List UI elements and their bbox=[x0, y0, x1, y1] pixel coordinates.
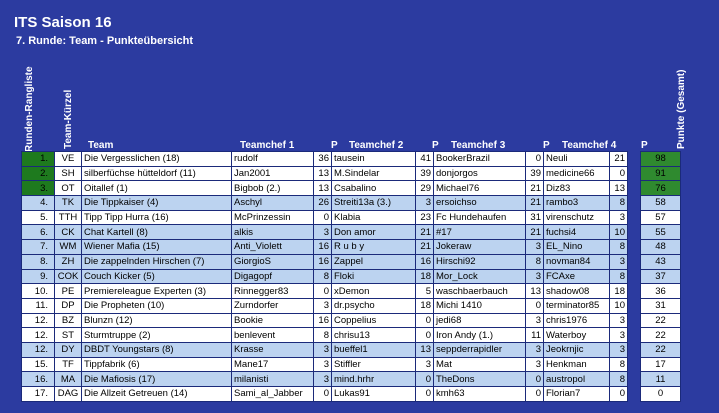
chef2-cell: M.Sindelar bbox=[332, 166, 416, 181]
chef3-cell: seppderrapidler bbox=[434, 342, 526, 357]
p4-cell: 3 bbox=[610, 342, 628, 357]
chef3-cell: Jokeraw bbox=[434, 240, 526, 255]
chef4-cell: Waterboy bbox=[544, 328, 610, 343]
chef3-cell: waschbaerbauch bbox=[434, 284, 526, 299]
chef2-cell: Klabia bbox=[332, 210, 416, 225]
chef4-cell: austropol bbox=[544, 372, 610, 387]
team-cell: Tippfabrik (6) bbox=[82, 357, 232, 372]
chef1-cell: Rinnegger83 bbox=[232, 284, 314, 299]
column-gap bbox=[628, 357, 641, 372]
p3-cell: 0 bbox=[526, 152, 544, 167]
p1-cell: 16 bbox=[314, 313, 332, 328]
p1-cell: 3 bbox=[314, 342, 332, 357]
total-points-cell: 76 bbox=[641, 181, 681, 196]
chef4-cell: rambo3 bbox=[544, 196, 610, 211]
total-points-cell: 22 bbox=[641, 342, 681, 357]
p1-cell: 0 bbox=[314, 284, 332, 299]
p1-cell: 3 bbox=[314, 225, 332, 240]
p4-cell: 8 bbox=[610, 357, 628, 372]
chef3-cell: Mor_Lock bbox=[434, 269, 526, 284]
chef4-cell: Henkman bbox=[544, 357, 610, 372]
header-p1: P bbox=[331, 140, 338, 151]
header-rank: Runden-Rangliste bbox=[24, 66, 35, 152]
chef2-cell: chrisu13 bbox=[332, 328, 416, 343]
p2-cell: 16 bbox=[416, 254, 434, 269]
header-p4: P bbox=[641, 140, 648, 151]
chef1-cell: milanisti bbox=[232, 372, 314, 387]
p2-cell: 13 bbox=[416, 342, 434, 357]
p2-cell: 39 bbox=[416, 166, 434, 181]
abbr-cell: BZ bbox=[55, 313, 82, 328]
column-gap bbox=[628, 342, 641, 357]
p3-cell: 11 bbox=[526, 328, 544, 343]
abbr-cell: PE bbox=[55, 284, 82, 299]
rank-cell: 12. bbox=[22, 328, 55, 343]
p2-cell: 0 bbox=[416, 372, 434, 387]
p2-cell: 3 bbox=[416, 357, 434, 372]
table-row bbox=[22, 269, 681, 284]
rank-cell: 12. bbox=[22, 342, 55, 357]
p2-cell: 18 bbox=[416, 298, 434, 313]
rank-cell: 5. bbox=[22, 210, 55, 225]
p1-cell: 0 bbox=[314, 387, 332, 402]
chef1-cell: Zurndorfer bbox=[232, 298, 314, 313]
chef2-cell: Stiffler bbox=[332, 357, 416, 372]
p3-cell: 13 bbox=[526, 284, 544, 299]
table-row bbox=[22, 181, 681, 196]
header-team: Team bbox=[88, 140, 114, 151]
team-cell: Blunzn (12) bbox=[82, 313, 232, 328]
p4-cell: 8 bbox=[610, 372, 628, 387]
p2-cell: 0 bbox=[416, 328, 434, 343]
chef1-cell: Bigbob (2.) bbox=[232, 181, 314, 196]
team-cell: Die Mafiosis (17) bbox=[82, 372, 232, 387]
rank-cell: 11. bbox=[22, 298, 55, 313]
column-gap bbox=[628, 196, 641, 211]
p3-cell: 21 bbox=[526, 225, 544, 240]
p3-cell: 0 bbox=[526, 387, 544, 402]
team-cell: Oitallef (1) bbox=[82, 181, 232, 196]
chef3-cell: Fc Hundehaufen bbox=[434, 210, 526, 225]
chef1-cell: Krasse bbox=[232, 342, 314, 357]
p1-cell: 8 bbox=[314, 328, 332, 343]
total-points-cell: 36 bbox=[641, 284, 681, 299]
rank-cell: 1. bbox=[22, 152, 55, 167]
chef3-cell: ersoichso bbox=[434, 196, 526, 211]
chef1-cell: Mane17 bbox=[232, 357, 314, 372]
total-points-cell: 22 bbox=[641, 313, 681, 328]
chef3-cell: kmh63 bbox=[434, 387, 526, 402]
chef4-cell: Diz83 bbox=[544, 181, 610, 196]
p4-cell: 10 bbox=[610, 298, 628, 313]
rank-cell: 9. bbox=[22, 269, 55, 284]
rank-cell: 7. bbox=[22, 240, 55, 255]
abbr-cell: WM bbox=[55, 240, 82, 255]
chef3-cell: Iron Andy (1.) bbox=[434, 328, 526, 343]
chef2-cell: R u b y bbox=[332, 240, 416, 255]
table-row bbox=[22, 313, 681, 328]
total-points-cell: 31 bbox=[641, 298, 681, 313]
header-chef3: Teamchef 3 bbox=[451, 140, 506, 151]
team-cell: Die zappelnden Hirschen (7) bbox=[82, 254, 232, 269]
total-points-cell: 0 bbox=[641, 387, 681, 402]
p2-cell: 3 bbox=[416, 196, 434, 211]
p4-cell: 13 bbox=[610, 181, 628, 196]
p4-cell: 3 bbox=[610, 254, 628, 269]
table-row bbox=[22, 372, 681, 387]
column-gap bbox=[628, 254, 641, 269]
chef3-cell: donjorgos bbox=[434, 166, 526, 181]
column-gap bbox=[628, 181, 641, 196]
chef1-cell: McPrinzessin bbox=[232, 210, 314, 225]
chef2-cell: Don amor bbox=[332, 225, 416, 240]
p2-cell: 21 bbox=[416, 240, 434, 255]
chef4-cell: EL_Nino bbox=[544, 240, 610, 255]
column-gap bbox=[628, 210, 641, 225]
p1-cell: 16 bbox=[314, 254, 332, 269]
chef1-cell: Sami_al_Jabber bbox=[232, 387, 314, 402]
table-row bbox=[22, 225, 681, 240]
p3-cell: 8 bbox=[526, 254, 544, 269]
column-gap bbox=[628, 284, 641, 299]
chef3-cell: Mat bbox=[434, 357, 526, 372]
p3-cell: 21 bbox=[526, 181, 544, 196]
abbr-cell: SH bbox=[55, 166, 82, 181]
header-p2: P bbox=[432, 140, 439, 151]
total-points-cell: 55 bbox=[641, 225, 681, 240]
p4-cell: 18 bbox=[610, 284, 628, 299]
chef1-cell: benlevent bbox=[232, 328, 314, 343]
table-row bbox=[22, 342, 681, 357]
rank-cell: 16. bbox=[22, 372, 55, 387]
rank-cell: 10. bbox=[22, 284, 55, 299]
team-cell: DBDT Youngstars (8) bbox=[82, 342, 232, 357]
chef3-cell: Michi 1410 bbox=[434, 298, 526, 313]
p1-cell: 16 bbox=[314, 240, 332, 255]
chef2-cell: Coppelius bbox=[332, 313, 416, 328]
table-row bbox=[22, 240, 681, 255]
p4-cell: 3 bbox=[610, 328, 628, 343]
p2-cell: 23 bbox=[416, 210, 434, 225]
table-row bbox=[22, 254, 681, 269]
chef2-cell: Csabalino bbox=[332, 181, 416, 196]
chef3-cell: TheDons bbox=[434, 372, 526, 387]
team-cell: Wiener Mafia (15) bbox=[82, 240, 232, 255]
p1-cell: 3 bbox=[314, 357, 332, 372]
p2-cell: 21 bbox=[416, 225, 434, 240]
total-points-cell: 98 bbox=[641, 152, 681, 167]
abbr-cell: TK bbox=[55, 196, 82, 211]
chef2-cell: Streiti13a (3.) bbox=[332, 196, 416, 211]
chef1-cell: Anti_Violett bbox=[232, 240, 314, 255]
chef3-cell: BookerBrazil bbox=[434, 152, 526, 167]
p3-cell: 0 bbox=[526, 298, 544, 313]
p3-cell: 39 bbox=[526, 166, 544, 181]
chef3-cell: #17 bbox=[434, 225, 526, 240]
header-chef4: Teamchef 4 bbox=[562, 140, 617, 151]
team-cell: Die Tippkaiser (4) bbox=[82, 196, 232, 211]
column-gap bbox=[628, 166, 641, 181]
chef4-cell: Jeokrnjic bbox=[544, 342, 610, 357]
chef2-cell: Floki bbox=[332, 269, 416, 284]
chef1-cell: alkis bbox=[232, 225, 314, 240]
total-points-cell: 48 bbox=[641, 240, 681, 255]
column-gap bbox=[628, 240, 641, 255]
p1-cell: 36 bbox=[314, 152, 332, 167]
p4-cell: 3 bbox=[610, 313, 628, 328]
column-gap bbox=[628, 387, 641, 402]
column-gap bbox=[628, 313, 641, 328]
header-total: Punkte (Gesamt) bbox=[676, 69, 687, 149]
total-points-cell: 58 bbox=[641, 196, 681, 211]
chef1-cell: Aschyl bbox=[232, 196, 314, 211]
team-cell: Die Propheten (10) bbox=[82, 298, 232, 313]
table-row bbox=[22, 328, 681, 343]
chef1-cell: GiorgioS bbox=[232, 254, 314, 269]
p2-cell: 41 bbox=[416, 152, 434, 167]
table-row bbox=[22, 166, 681, 181]
rank-cell: 12. bbox=[22, 313, 55, 328]
chef2-cell: dr.psycho bbox=[332, 298, 416, 313]
column-gap bbox=[628, 298, 641, 313]
table-row bbox=[22, 357, 681, 372]
column-gap bbox=[628, 269, 641, 284]
total-points-cell: 22 bbox=[641, 328, 681, 343]
chef1-cell: Digagopf bbox=[232, 269, 314, 284]
p1-cell: 8 bbox=[314, 269, 332, 284]
header-abbr: Team-Kürzel bbox=[63, 89, 74, 149]
chef4-cell: novman84 bbox=[544, 254, 610, 269]
p4-cell: 3 bbox=[610, 210, 628, 225]
p2-cell: 18 bbox=[416, 269, 434, 284]
p3-cell: 3 bbox=[526, 342, 544, 357]
p4-cell: 8 bbox=[610, 269, 628, 284]
rank-cell: 17. bbox=[22, 387, 55, 402]
chef2-cell: mind.hrhr bbox=[332, 372, 416, 387]
chef4-cell: terminator85 bbox=[544, 298, 610, 313]
header-p3: P bbox=[543, 140, 550, 151]
abbr-cell: DY bbox=[55, 342, 82, 357]
p1-cell: 13 bbox=[314, 181, 332, 196]
p2-cell: 29 bbox=[416, 181, 434, 196]
header-chef2: Teamchef 2 bbox=[349, 140, 404, 151]
abbr-cell: OT bbox=[55, 181, 82, 196]
table-row bbox=[22, 152, 681, 167]
column-gap bbox=[628, 225, 641, 240]
table-row bbox=[22, 196, 681, 211]
chef2-cell: tausein bbox=[332, 152, 416, 167]
p4-cell: 10 bbox=[610, 225, 628, 240]
team-cell: Sturmtruppe (2) bbox=[82, 328, 232, 343]
team-cell: Die Vergesslichen (18) bbox=[82, 152, 232, 167]
p1-cell: 3 bbox=[314, 372, 332, 387]
chef4-cell: Florian7 bbox=[544, 387, 610, 402]
p4-cell: 8 bbox=[610, 196, 628, 211]
column-gap bbox=[628, 328, 641, 343]
rank-cell: 2. bbox=[22, 166, 55, 181]
p3-cell: 0 bbox=[526, 372, 544, 387]
p1-cell: 13 bbox=[314, 166, 332, 181]
total-points-cell: 91 bbox=[641, 166, 681, 181]
abbr-cell: COK bbox=[55, 269, 82, 284]
p1-cell: 3 bbox=[314, 298, 332, 313]
chef4-cell: Neuli bbox=[544, 152, 610, 167]
p2-cell: 5 bbox=[416, 284, 434, 299]
rank-cell: 4. bbox=[22, 196, 55, 211]
chef4-cell: virenschutz bbox=[544, 210, 610, 225]
chef1-cell: rudolf bbox=[232, 152, 314, 167]
team-cell: Premiereleague Experten (3) bbox=[82, 284, 232, 299]
p3-cell: 3 bbox=[526, 357, 544, 372]
table-row bbox=[22, 284, 681, 299]
total-points-cell: 11 bbox=[641, 372, 681, 387]
rank-cell: 15. bbox=[22, 357, 55, 372]
p4-cell: 21 bbox=[610, 152, 628, 167]
chef1-cell: Jan2001 bbox=[232, 166, 314, 181]
rank-cell: 8. bbox=[22, 254, 55, 269]
chef3-cell: Michael76 bbox=[434, 181, 526, 196]
chef4-cell: medicine66 bbox=[544, 166, 610, 181]
abbr-cell: TF bbox=[55, 357, 82, 372]
p3-cell: 3 bbox=[526, 269, 544, 284]
chef1-cell: Bookie bbox=[232, 313, 314, 328]
p4-cell: 8 bbox=[610, 240, 628, 255]
p2-cell: 0 bbox=[416, 313, 434, 328]
chef3-cell: Hirschi92 bbox=[434, 254, 526, 269]
chef2-cell: bueffel1 bbox=[332, 342, 416, 357]
chef4-cell: chris1976 bbox=[544, 313, 610, 328]
team-cell: Die Allzeit Getreuen (14) bbox=[82, 387, 232, 402]
p3-cell: 21 bbox=[526, 196, 544, 211]
p3-cell: 3 bbox=[526, 240, 544, 255]
chef4-cell: shadow08 bbox=[544, 284, 610, 299]
page-subtitle: 7. Runde: Team - Punkteübersicht bbox=[16, 35, 194, 47]
team-cell: Chat Kartell (8) bbox=[82, 225, 232, 240]
abbr-cell: CK bbox=[55, 225, 82, 240]
total-points-cell: 37 bbox=[641, 269, 681, 284]
chef2-cell: xDemon bbox=[332, 284, 416, 299]
team-cell: silberfüchse hütteldorf (11) bbox=[82, 166, 232, 181]
header-chef1: Teamchef 1 bbox=[240, 140, 295, 151]
abbr-cell: DAG bbox=[55, 387, 82, 402]
abbr-cell: ST bbox=[55, 328, 82, 343]
abbr-cell: ZH bbox=[55, 254, 82, 269]
column-gap bbox=[628, 152, 641, 167]
team-cell: Couch Kicker (5) bbox=[82, 269, 232, 284]
p1-cell: 0 bbox=[314, 210, 332, 225]
abbr-cell: MA bbox=[55, 372, 82, 387]
chef4-cell: fuchsi4 bbox=[544, 225, 610, 240]
p3-cell: 31 bbox=[526, 210, 544, 225]
rank-cell: 6. bbox=[22, 225, 55, 240]
column-gap bbox=[628, 372, 641, 387]
chef2-cell: Zappel bbox=[332, 254, 416, 269]
rank-cell: 3. bbox=[22, 181, 55, 196]
total-points-cell: 57 bbox=[641, 210, 681, 225]
table-row bbox=[22, 387, 681, 402]
team-cell: Tipp Tipp Hurra (16) bbox=[82, 210, 232, 225]
chef2-cell: Lukas91 bbox=[332, 387, 416, 402]
p3-cell: 3 bbox=[526, 313, 544, 328]
p4-cell: 0 bbox=[610, 387, 628, 402]
p4-cell: 0 bbox=[610, 166, 628, 181]
chef3-cell: jedi68 bbox=[434, 313, 526, 328]
chef4-cell: FCAxe bbox=[544, 269, 610, 284]
abbr-cell: VE bbox=[55, 152, 82, 167]
p1-cell: 26 bbox=[314, 196, 332, 211]
total-points-cell: 43 bbox=[641, 254, 681, 269]
p2-cell: 0 bbox=[416, 387, 434, 402]
table-row bbox=[22, 298, 681, 313]
standings-table bbox=[21, 151, 681, 402]
table-row bbox=[22, 210, 681, 225]
page-title: ITS Saison 16 bbox=[14, 14, 112, 31]
total-points-cell: 17 bbox=[641, 357, 681, 372]
abbr-cell: DP bbox=[55, 298, 82, 313]
abbr-cell: TTH bbox=[55, 210, 82, 225]
